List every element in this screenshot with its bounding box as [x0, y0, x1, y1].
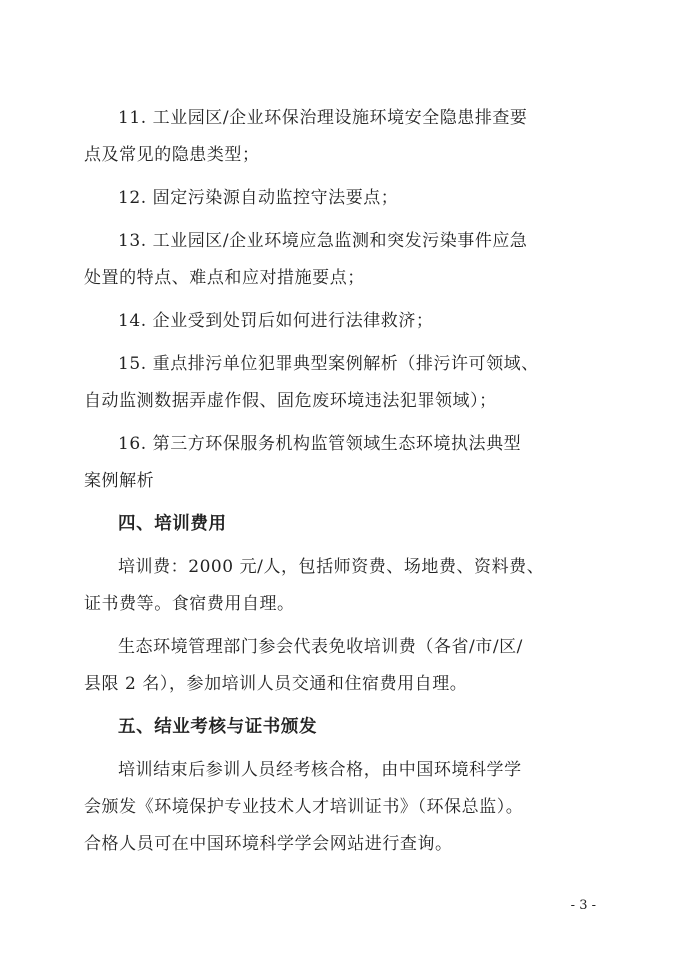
fee-paragraph-line-2: 证书费等。食宿费用自理。	[84, 594, 295, 614]
item-12-line-1: 12. 固定污染源自动监控守法要点；	[118, 188, 399, 208]
item-14-line-1: 14. 企业受到处罚后如何进行法律救济；	[118, 311, 434, 331]
exemption-paragraph-line-2: 县限 2 名），参加培训人员交通和住宿费用自理。	[84, 674, 468, 694]
page-number: - 3 -	[570, 898, 596, 913]
item-16-line-2: 案例解析	[84, 471, 155, 491]
certificate-paragraph-line-3: 合格人员可在中国环境科学学会网站进行查询。	[84, 834, 453, 854]
exemption-paragraph-line-1: 生态环境管理部门参会代表免收培训费（各省/市/区/	[118, 637, 523, 657]
section-4-heading: 四、培训费用	[118, 514, 227, 534]
item-16-line-1: 16. 第三方环保服务机构监管领域生态环境执法典型	[118, 434, 522, 454]
item-15-line-2: 自动监测数据弄虚作假、固危废环境违法犯罪领域）；	[84, 391, 497, 411]
item-11-line-1: 11. 工业园区/企业环保治理设施环境安全隐患排查要	[118, 108, 528, 128]
item-15-line-1: 15. 重点排污单位犯罪典型案例解析（排污许可领域、	[118, 354, 539, 374]
fee-paragraph-line-1: 培训费：2000 元/人，包括师资费、场地费、资料费、	[118, 557, 545, 577]
certificate-paragraph-line-1: 培训结束后参训人员经考核合格，由中国环境科学学	[118, 760, 522, 780]
certificate-paragraph-line-2: 会颁发《环境保护专业技术人才培训证书》（环保总监）。	[84, 797, 524, 817]
section-5-heading: 五、结业考核与证书颁发	[118, 717, 318, 737]
item-11-line-2: 点及常见的隐患类型；	[84, 145, 260, 165]
item-13-line-1: 13. 工业园区/企业环境应急监测和突发污染事件应急	[118, 231, 528, 251]
item-13-line-2: 处置的特点、难点和应对措施要点；	[84, 268, 365, 288]
